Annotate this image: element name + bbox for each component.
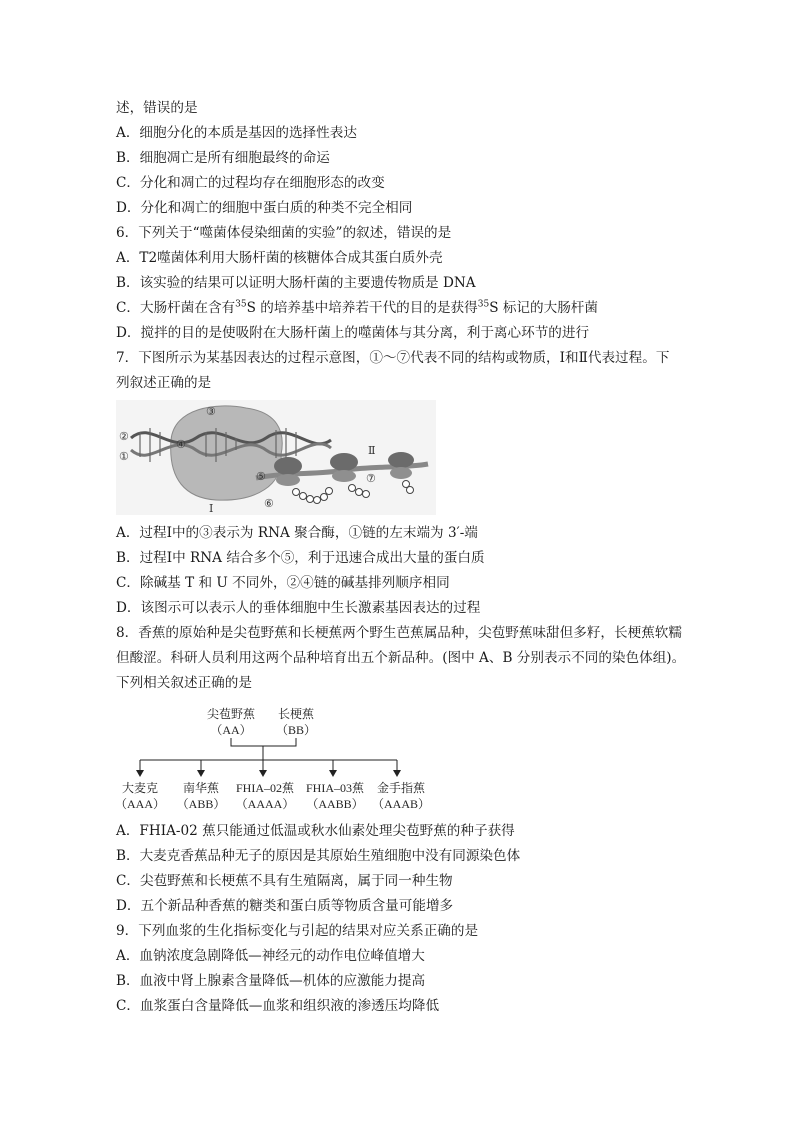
- question-8-continued: 但酸涩。科研人员利用这两个品种培育出五个新品种。(图中 A、B 分别表示不同的染色体组)。: [116, 650, 686, 666]
- option-c-part2: S 的培养基中培养若干代的目的是获得: [246, 300, 478, 316]
- question-7: 7．下图所示为某基因表达的过程示意图，①～⑦代表不同的结构或物质，Ⅰ和Ⅱ代表过程。下: [116, 350, 670, 366]
- label-3: ③: [206, 405, 216, 418]
- ribosome-3: [388, 452, 414, 479]
- parent-1-genome: （AA）: [210, 723, 252, 737]
- option-c: C．除碱基 T 和 U 不同外，②④链的碱基排列顺序相同: [116, 575, 450, 591]
- question-9: 9．下列血浆的生化指标变化与引起的结果对应关系正确的是: [116, 923, 479, 939]
- option-a: A．T2噬菌体利用大肠杆菌的核糖体合成其蛋白质外壳: [116, 250, 443, 266]
- ribosome-1: [274, 457, 302, 486]
- option-c: C．血浆蛋白含量降低—血浆和组织液的渗透压均降低: [116, 998, 440, 1014]
- label-2: ②: [119, 430, 129, 443]
- option-b: B．血液中肾上腺素含量降低—机体的应激能力提高: [116, 973, 426, 989]
- option-b: B．细胞凋亡是所有细胞最终的命运: [116, 150, 330, 166]
- ribosome-2: [330, 453, 358, 482]
- offspring-3-name: FHIA–02蕉: [235, 781, 295, 795]
- option-c-part1: C．大肠杆菌在含有: [116, 300, 236, 316]
- option-d: D．分化和凋亡的细胞中蛋白质的种类不完全相同: [116, 200, 413, 216]
- banana-breeding-diagram: [110, 700, 450, 815]
- parent-2-genome: （BB）: [275, 723, 317, 737]
- parent-2-name: 长梗蕉: [277, 707, 315, 721]
- option-c: C．尖苞野蕉和长梗蕉不具有生殖隔离，属于同一种生物: [116, 873, 453, 889]
- parent-1-name: 尖苞野蕉: [206, 707, 256, 721]
- option-b: B．该实验的结果可以证明大肠杆菌的主要遗传物质是 DNA: [116, 275, 476, 291]
- offspring-5-genome: （AAAB）: [371, 797, 431, 811]
- option-a: A．FHIA-02 蕉只能通过低温或秋水仙素处理尖苞野蕉的种子获得: [116, 823, 515, 839]
- offspring-2-name: 南华蕉: [182, 781, 220, 795]
- offspring-4-genome: （AABB）: [306, 797, 364, 811]
- gene-expression-diagram: [116, 400, 436, 515]
- option-d: D．五个新品种香蕉的糖类和蛋白质等物质含量可能增多: [116, 898, 454, 914]
- question-8: 8．香蕉的原始种是尖苞野蕉和长梗蕉两个野生芭蕉属品种，尖苞野蕉味甜但多籽，长梗蕉软糯: [116, 625, 682, 641]
- label-1: ①: [119, 450, 129, 463]
- offspring-3-genome: （AAAA）: [235, 797, 295, 811]
- option-b: B．过程Ⅰ中 RNA 结合多个⑤，利于迅速合成出大量的蛋白质: [116, 550, 485, 566]
- question-6: 6．下列关于“噬菌体侵染细菌的实验”的叙述，错误的是: [116, 225, 452, 241]
- isotope-superscript: 35: [477, 299, 490, 310]
- option-a: A．过程Ⅰ中的③表示为 RNA 聚合酶，①链的左末端为 3′-端: [116, 525, 478, 541]
- option-b: B．大麦克香蕉品种无子的原因是其原始生殖细胞中没有同源染色体: [116, 848, 521, 864]
- arrow-heads: [136, 770, 401, 777]
- label-4: ④: [176, 438, 186, 451]
- offspring-2-genome: （ABB）: [176, 797, 226, 811]
- option-c-part3: S 标记的大肠杆菌: [489, 300, 598, 316]
- label-process-2: Ⅱ: [368, 444, 376, 457]
- offspring-4-name: FHIA–03蕉: [305, 781, 365, 795]
- isotope-superscript: 35: [235, 299, 247, 310]
- label-7: ⑦: [366, 472, 376, 485]
- question-7-continued: 列叙述正确的是: [116, 375, 212, 391]
- option-c: [116, 298, 598, 318]
- text-line: 述，错误的是: [116, 100, 198, 116]
- question-8-continued: 下列相关叙述正确的是: [116, 675, 252, 691]
- label-6: ⑥: [264, 497, 274, 510]
- offspring-1-name: 大麦克: [121, 781, 159, 795]
- label-5: ⑤: [256, 470, 266, 483]
- offspring-5-name: 金手指蕉: [376, 781, 426, 795]
- banana-breeding-figure: [110, 700, 450, 815]
- option-c: C．分化和凋亡的过程均存在细胞形态的改变: [116, 175, 385, 191]
- option-a: A．细胞分化的本质是基因的选择性表达: [116, 125, 357, 141]
- offspring-1-genome: （AAA）: [115, 797, 165, 811]
- breeding-lines: [140, 738, 397, 772]
- label-process-1: Ⅰ: [209, 502, 214, 515]
- option-d: D．搅拌的目的是使吸附在大肠杆菌上的噬菌体与其分离，利于离心环节的进行: [116, 325, 590, 341]
- option-d: D．该图示可以表示人的垂体细胞中生长激素基因表达的过程: [116, 600, 481, 616]
- option-a: A．血钠浓度急剧降低—神经元的动作电位峰值增大: [116, 948, 425, 964]
- gene-expression-figure: [116, 400, 436, 515]
